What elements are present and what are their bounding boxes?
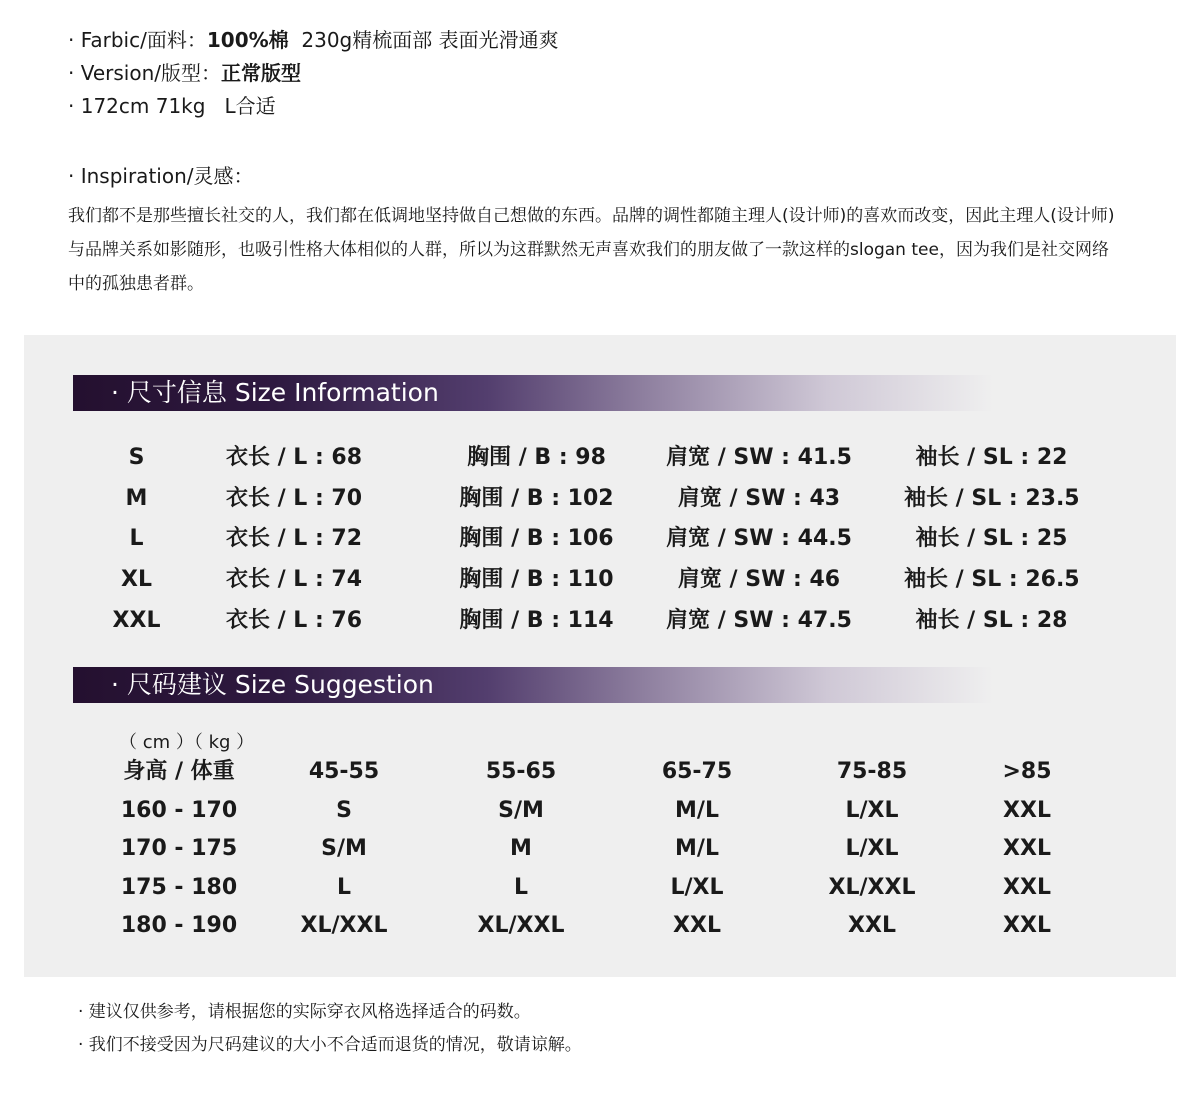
header-cell: 45-55	[308, 759, 380, 784]
fabric-detail: 230g精梳面部 表面光滑通爽	[288, 28, 559, 52]
size-cell: S/M	[498, 798, 544, 823]
height-cell: 160 - 170	[120, 798, 238, 823]
size-cell: M/L	[675, 798, 719, 823]
size-label: M	[125, 486, 148, 511]
length-value: 衣长 / L : 72	[225, 526, 363, 551]
size-row	[24, 440, 1176, 476]
size-label: S	[128, 445, 145, 470]
size-panel	[24, 335, 1176, 977]
size-cell: L/XL	[845, 798, 899, 823]
size-cell: XXL	[1003, 913, 1051, 938]
suggestion-row	[24, 871, 1176, 905]
inspiration-text: 我们都不是那些擅长社交的人，我们都在低调地坚持做自己想做的东西。品牌的调性都随主理人(设计师)的喜欢而改变，因此主理人(设计师)与品牌关系如影随形，也吸引性格大体相似的人群，所以为这群默然无声喜欢我们的朋友做了一款这样的slogan tee，因为我们是社交网络中的孤独患者群。	[68, 206, 1115, 294]
size-label: XXL	[112, 608, 161, 633]
header-cell: >85	[1002, 759, 1052, 784]
size-row	[24, 521, 1176, 557]
size-cell: S	[336, 798, 352, 823]
size-label: XL	[121, 567, 152, 592]
shoulder-value: 肩宽 / SW : 41.5	[666, 445, 852, 470]
fabric-value: 100%棉	[206, 28, 289, 52]
model-line: · 172cm 71kg L合适	[68, 94, 276, 118]
sleeve-value: 袖长 / SL : 22	[915, 445, 1068, 470]
size-cell: XL/XXL	[477, 913, 565, 938]
version-line	[68, 57, 1128, 90]
header-cell: 75-85	[836, 759, 908, 784]
inspiration-title: · Inspiration/灵感：	[68, 164, 254, 188]
sleeve-value: 袖长 / SL : 28	[915, 608, 1068, 633]
chest-value: 胸围 / B : 110	[459, 567, 614, 592]
size-cell: XXL	[1003, 798, 1051, 823]
size-row	[24, 562, 1176, 598]
size-cell: S/M	[321, 836, 367, 861]
size-cell: XL/XXL	[300, 913, 388, 938]
height-cell: 180 - 190	[120, 913, 238, 938]
shoulder-value: 肩宽 / SW : 43	[677, 486, 841, 511]
suggestion-row	[24, 794, 1176, 828]
units-label: （ cm ）（ kg ）	[119, 732, 255, 753]
header-cell: 55-65	[485, 759, 557, 784]
note-line: · 建议仅供参考，请根据您的实际穿衣风格选择适合的码数。	[78, 1002, 531, 1022]
suggestion-row	[24, 832, 1176, 866]
height-cell: 175 - 180	[120, 875, 238, 900]
size-row	[24, 603, 1176, 639]
chest-value: 胸围 / B : 102	[459, 486, 614, 511]
size-cell: XXL	[1003, 836, 1051, 861]
fabric-label: · Farbic/面料：	[68, 28, 207, 52]
sleeve-value: 袖长 / SL : 25	[915, 526, 1068, 551]
suggestion-header-row	[24, 755, 1176, 789]
note-line: · 我们不接受因为尺码建议的大小不合适而退货的情况，敬请谅解。	[78, 1035, 582, 1055]
header-cell: 65-75	[661, 759, 733, 784]
header-cell: 身高 / 体重	[123, 759, 235, 784]
size-suggestion-banner: · 尺码建议 Size Suggestion	[73, 667, 993, 703]
size-cell: XXL	[1003, 875, 1051, 900]
fabric-line	[68, 24, 1128, 57]
chest-value: 胸围 / B : 106	[459, 526, 614, 551]
length-value: 衣长 / L : 70	[225, 486, 363, 511]
size-row	[24, 481, 1176, 517]
shoulder-value: 肩宽 / SW : 47.5	[666, 608, 852, 633]
length-value: 衣长 / L : 76	[225, 608, 363, 633]
size-cell: L/XL	[845, 836, 899, 861]
shoulder-value: 肩宽 / SW : 46	[677, 567, 841, 592]
size-cell: XXL	[848, 913, 896, 938]
version-label: · Version/版型：	[68, 61, 221, 85]
size-cell: XL/XXL	[828, 875, 916, 900]
length-value: 衣长 / L : 68	[225, 445, 363, 470]
sleeve-value: 袖长 / SL : 26.5	[904, 567, 1080, 592]
size-cell: L/XL	[670, 875, 724, 900]
height-cell: 170 - 175	[120, 836, 238, 861]
size-cell: M	[510, 836, 532, 861]
size-cell: L	[513, 875, 529, 900]
sleeve-value: 袖长 / SL : 23.5	[904, 486, 1080, 511]
length-value: 衣长 / L : 74	[225, 567, 363, 592]
chest-value: 胸围 / B : 114	[459, 608, 614, 633]
size-info-banner: · 尺寸信息 Size Information	[73, 375, 993, 411]
product-info	[68, 24, 1128, 301]
size-cell: M/L	[675, 836, 719, 861]
shoulder-value: 肩宽 / SW : 44.5	[666, 526, 852, 551]
version-value: 正常版型	[221, 61, 301, 85]
size-cell: XXL	[673, 913, 721, 938]
notes	[78, 996, 582, 1062]
suggestion-row	[24, 909, 1176, 943]
size-label: L	[129, 526, 144, 551]
chest-value: 胸围 / B : 98	[467, 445, 606, 470]
size-cell: L	[336, 875, 352, 900]
